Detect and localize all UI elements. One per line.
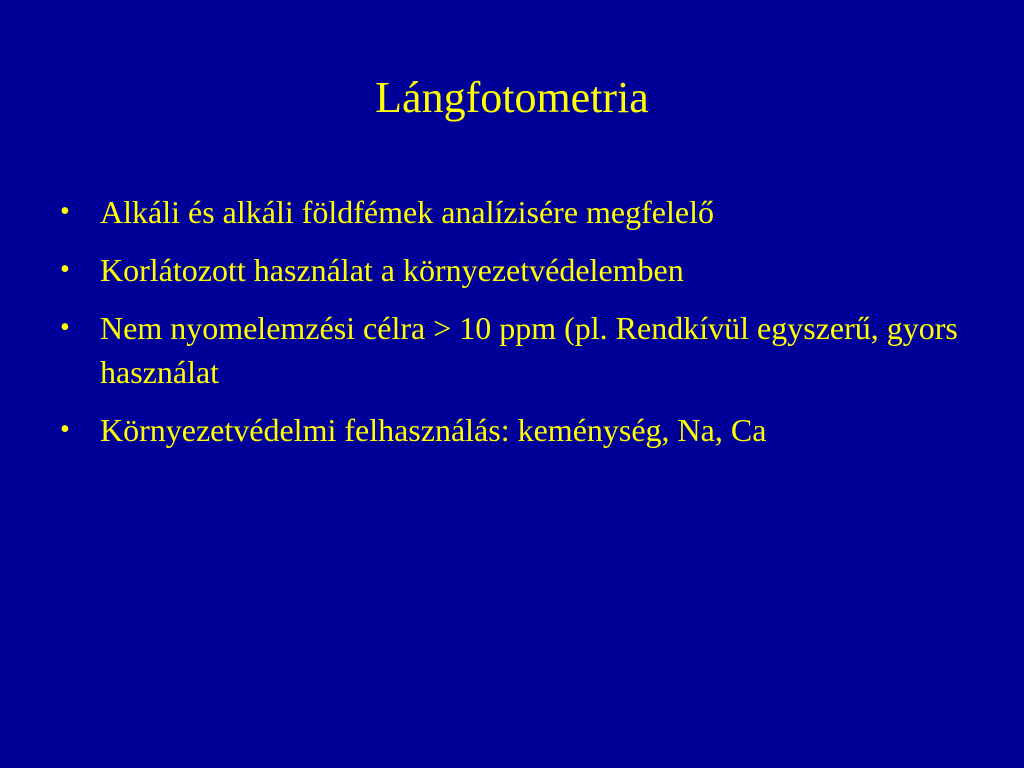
bullet-item	[58, 248, 958, 292]
bullet-icon: •	[60, 312, 70, 343]
bullet-text: Környezetvédelmi felhasználás: keménység, Na, Ca	[100, 412, 767, 448]
bullet-icon: •	[60, 196, 70, 227]
bullet-list	[58, 190, 958, 466]
bullet-text: Alkáli és alkáli földfémek analízisére megfelelő	[100, 194, 714, 230]
bullet-text: Nem nyomelemzési célra > 10 ppm (pl. Rendkívül egyszerű, gyors használat	[100, 310, 958, 390]
bullet-item	[58, 408, 958, 452]
bullet-item	[58, 190, 958, 234]
slide-title: Lángfotometria	[375, 73, 649, 122]
bullet-item	[58, 306, 958, 394]
bullet-text: Korlátozott használat a környezetvédelemben	[100, 252, 684, 288]
bullet-icon: •	[60, 414, 70, 445]
bullet-icon: •	[60, 254, 70, 285]
